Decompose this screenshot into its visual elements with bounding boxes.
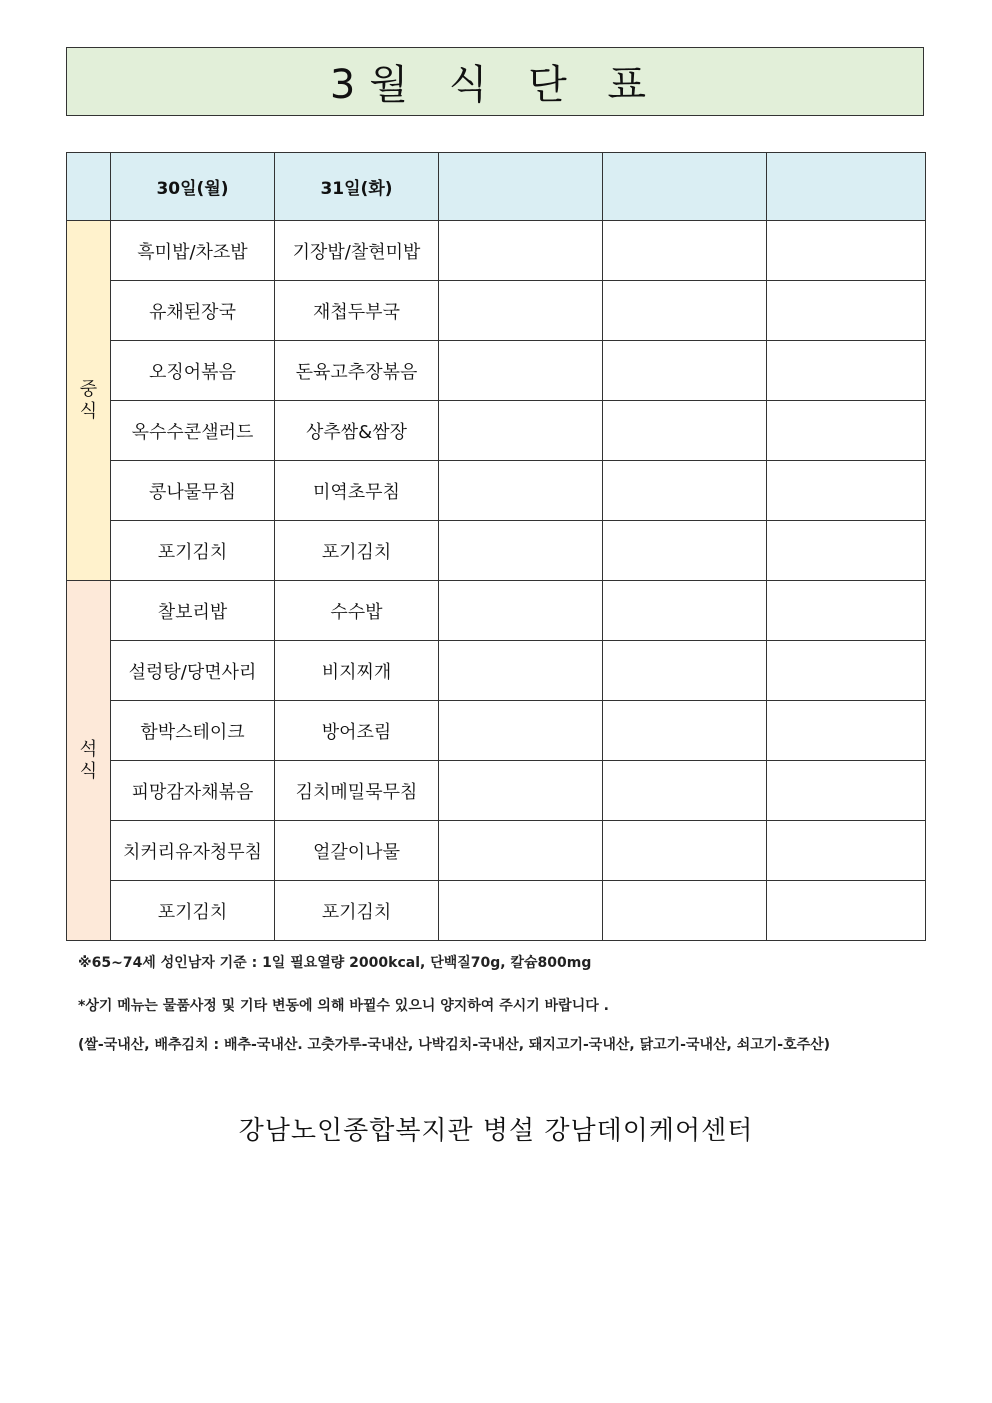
lunch-label: 중식 — [79, 378, 98, 422]
empty-cell — [439, 641, 603, 701]
menu-cell: 돈육고추장볶음 — [275, 341, 439, 401]
header-cell — [767, 153, 926, 221]
menu-cell: 치커리유자청무침 — [111, 821, 275, 881]
header-cell — [67, 153, 111, 221]
table-row — [67, 341, 926, 401]
empty-cell — [603, 701, 767, 761]
empty-cell — [603, 341, 767, 401]
table-row — [67, 401, 926, 461]
empty-cell — [439, 221, 603, 281]
menu-cell: 포기김치 — [111, 521, 275, 581]
menu-cell: 흑미밥/차조밥 — [111, 221, 275, 281]
empty-cell — [439, 821, 603, 881]
menu-cell: 포기김치 — [275, 881, 439, 941]
empty-cell — [439, 281, 603, 341]
menu-cell: 찰보리밥 — [111, 581, 275, 641]
header-cell — [603, 153, 767, 221]
empty-cell — [603, 761, 767, 821]
header-cell — [439, 153, 603, 221]
dinner-label: 석식 — [79, 738, 98, 782]
table-row — [67, 281, 926, 341]
menu-cell: 함박스테이크 — [111, 701, 275, 761]
empty-cell — [439, 701, 603, 761]
header-row — [67, 153, 926, 221]
empty-cell — [767, 881, 926, 941]
change-note: *상기 메뉴는 물품사정 및 기타 변동에 의해 바뀔수 있으니 양지하여 주시기 바랍니다 . — [78, 998, 609, 1014]
menu-cell: 수수밥 — [275, 581, 439, 641]
table-row — [67, 881, 926, 941]
lunch-label-cell — [67, 221, 111, 581]
empty-cell — [767, 401, 926, 461]
menu-table — [66, 152, 926, 941]
empty-cell — [439, 761, 603, 821]
table-row — [67, 821, 926, 881]
empty-cell — [603, 461, 767, 521]
table-row — [67, 461, 926, 521]
table-row — [67, 701, 926, 761]
table-row — [67, 221, 926, 281]
empty-cell — [603, 581, 767, 641]
page-title: 3월 식 단 표 — [329, 62, 661, 108]
empty-cell — [767, 521, 926, 581]
menu-cell: 미역초무침 — [275, 461, 439, 521]
origin-note: (쌀-국내산, 배추김치 : 배추-국내산. 고춧가루-국내산, 나박김치-국내산, 돼지고기-국내산, 닭고기-국내산, 쇠고기-호주산) — [78, 1037, 831, 1053]
empty-cell — [603, 881, 767, 941]
footer-organization: 강남노인종합복지관 병설 강남데이케어센터 — [238, 1116, 754, 1146]
empty-cell — [603, 401, 767, 461]
empty-cell — [439, 461, 603, 521]
empty-cell — [767, 701, 926, 761]
empty-cell — [603, 281, 767, 341]
empty-cell — [603, 641, 767, 701]
menu-cell: 재첩두부국 — [275, 281, 439, 341]
empty-cell — [439, 581, 603, 641]
menu-cell: 김치메밀묵무침 — [275, 761, 439, 821]
menu-cell: 옥수수콘샐러드 — [111, 401, 275, 461]
empty-cell — [439, 881, 603, 941]
empty-cell — [767, 641, 926, 701]
empty-cell — [767, 461, 926, 521]
menu-cell: 콩나물무침 — [111, 461, 275, 521]
empty-cell — [767, 821, 926, 881]
empty-cell — [439, 341, 603, 401]
menu-cell: 방어조림 — [275, 701, 439, 761]
empty-cell — [767, 221, 926, 281]
empty-cell — [767, 281, 926, 341]
table-row — [67, 641, 926, 701]
table-row — [67, 761, 926, 821]
menu-cell: 설렁탕/당면사리 — [111, 641, 275, 701]
empty-cell — [439, 521, 603, 581]
header-cell: 30일(월) — [111, 153, 275, 221]
dinner-label-cell — [67, 581, 111, 941]
menu-cell: 비지찌개 — [275, 641, 439, 701]
nutrition-note: ※65~74세 성인남자 기준 : 1일 필요열량 2000kcal, 단백질70g, 칼슘800mg — [78, 955, 592, 971]
menu-cell: 포기김치 — [111, 881, 275, 941]
empty-cell — [767, 581, 926, 641]
title-box — [66, 47, 924, 116]
empty-cell — [767, 761, 926, 821]
menu-cell: 상추쌈&쌈장 — [275, 401, 439, 461]
menu-cell: 기장밥/찰현미밥 — [275, 221, 439, 281]
empty-cell — [603, 821, 767, 881]
table-row — [67, 581, 926, 641]
menu-cell: 유채된장국 — [111, 281, 275, 341]
menu-cell: 피망감자채볶음 — [111, 761, 275, 821]
table-row — [67, 521, 926, 581]
header-cell: 31일(화) — [275, 153, 439, 221]
empty-cell — [603, 221, 767, 281]
menu-cell: 포기김치 — [275, 521, 439, 581]
empty-cell — [767, 341, 926, 401]
empty-cell — [439, 401, 603, 461]
menu-cell: 오징어볶음 — [111, 341, 275, 401]
empty-cell — [603, 521, 767, 581]
menu-cell: 얼갈이나물 — [275, 821, 439, 881]
